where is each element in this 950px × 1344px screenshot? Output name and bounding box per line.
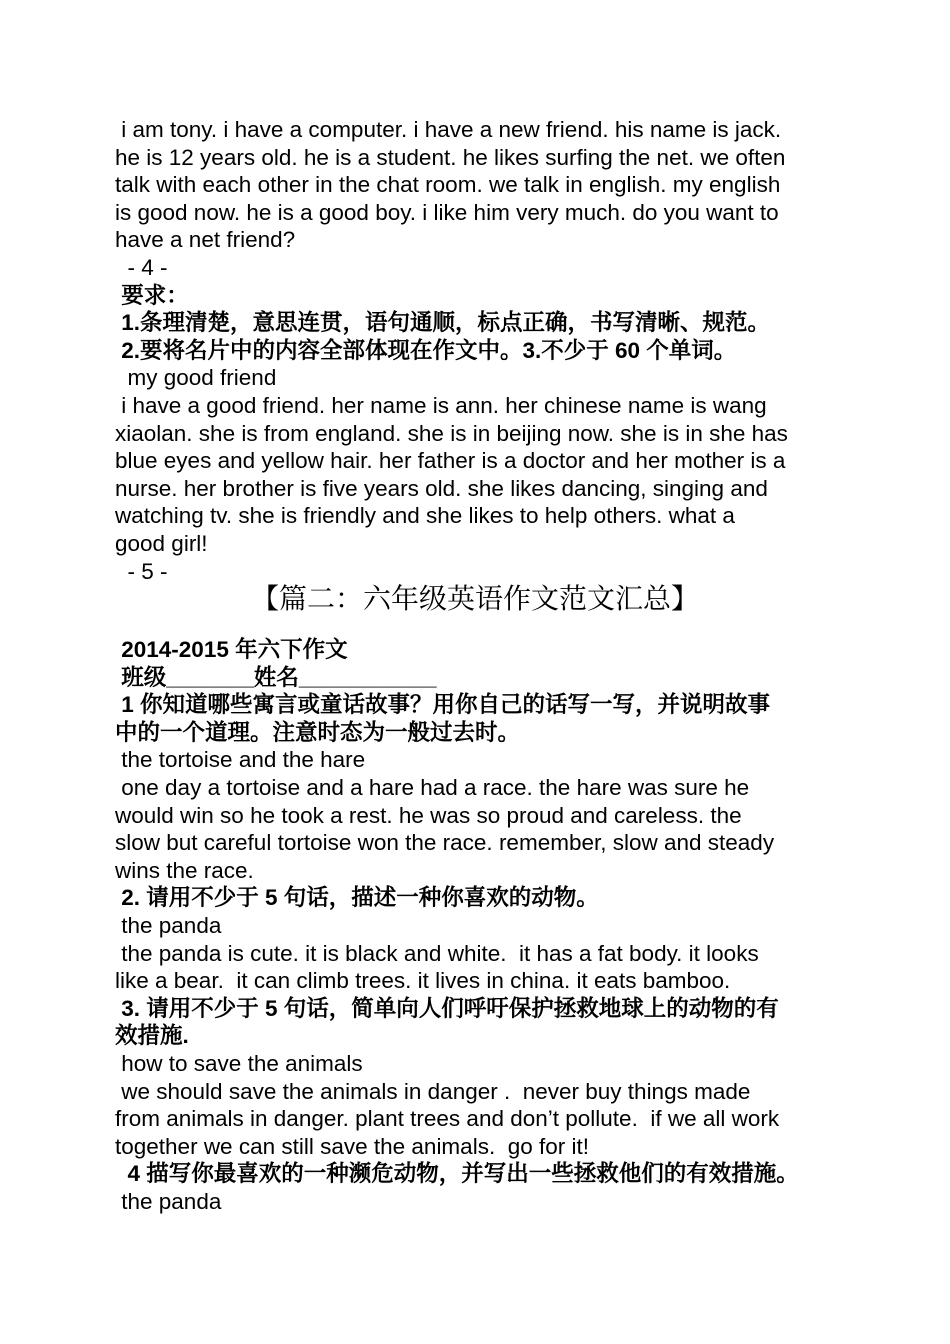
exam-title: 2014-2015 年六下作文: [115, 637, 348, 662]
text-line: would win so he took a rest. he was so proud and careless. the: [115, 802, 742, 828]
essay-title: the panda: [115, 1188, 222, 1214]
text-line: is good now. he is a good boy. i like him very much. do you want to: [115, 199, 779, 225]
text-line: slow but careful tortoise won the race. remember, slow and steady: [115, 830, 775, 856]
class-name-line: 班级_______姓名___________: [115, 664, 437, 690]
requirements-label: 要求：: [115, 282, 189, 308]
requirement-1: 1.条理清楚，意思连贯，语句通顺，标点正确，书写清晰、规范。: [115, 310, 771, 336]
requirement-2: 2.要将名片中的内容全部体现在作文中。3.不少于 60 个单词。: [115, 337, 737, 363]
text-line: talk with each other in the chat room. we talk in english. my english: [115, 172, 781, 198]
essay-title: my good friend: [115, 365, 277, 391]
text-line: watching tv. she is friendly and she likes to help others. what a: [115, 503, 735, 529]
text-line: have a net friend?: [115, 227, 296, 253]
text-line: i have a good friend. her name is ann. her chinese name is wang: [115, 392, 767, 418]
essay-title: how to save the animals: [115, 1050, 363, 1076]
text-line: blue eyes and yellow hair. her father is a doctor and her mother is a: [115, 448, 786, 474]
question-4: 4 描写你最喜欢的一种濒危动物，并写出一些拯救他们的有效措施。: [115, 1161, 799, 1187]
text-line: from animals in danger. plant trees and don’t pollute. if we all work: [115, 1106, 780, 1132]
question-1: 1 你知道哪些寓言或童话故事？用你自己的话写一写，并说明故事: [115, 692, 771, 718]
text-line: wins the race.: [115, 857, 254, 883]
text-line: good girl!: [115, 530, 208, 556]
text-line: he is 12 years old. he is a student. he likes surfing the net. we often: [115, 144, 786, 170]
text-line: we should save the animals in danger . never buy things made: [115, 1078, 751, 1104]
essay-title: the tortoise and the hare: [115, 747, 366, 773]
page-number: - 4 -: [115, 254, 168, 280]
question-3: 3. 请用不少于 5 句话，简单向人们呼吁保护拯救地球上的动物的有: [115, 995, 779, 1021]
text-line: i am tony. i have a computer. i have a new friend. his name is jack.: [115, 117, 782, 142]
text-line: together we can still save the animals. go for it!: [115, 1133, 589, 1159]
text-line: one day a tortoise and a hare had a race. the hare was sure he: [115, 774, 750, 800]
text-line: the panda is cute. it is black and white. it has a fat body. it looks: [115, 940, 759, 966]
page-number: - 5 -: [115, 558, 168, 584]
essay-title: the panda: [115, 912, 222, 938]
essay-tony: [115, 116, 845, 585]
question-2: 2. 请用不少于 5 句话，描述一种你喜欢的动物。: [115, 885, 599, 911]
question-1: 中的一个道理。注意时态为一般过去时。: [115, 719, 521, 745]
text-line: like a bear. it can climb trees. it lives in china. it eats bamboo.: [115, 968, 731, 994]
text-line: xiaolan. she is from england. she is in beijing now. she is in she has: [115, 420, 788, 446]
section-heading: 【篇二：六年级英语作文范文汇总】: [250, 582, 699, 615]
text-line: nurse. her brother is five years old. she likes dancing, singing and: [115, 475, 768, 501]
exam-section: [115, 636, 845, 1215]
question-3: 效措施.: [115, 1023, 189, 1049]
